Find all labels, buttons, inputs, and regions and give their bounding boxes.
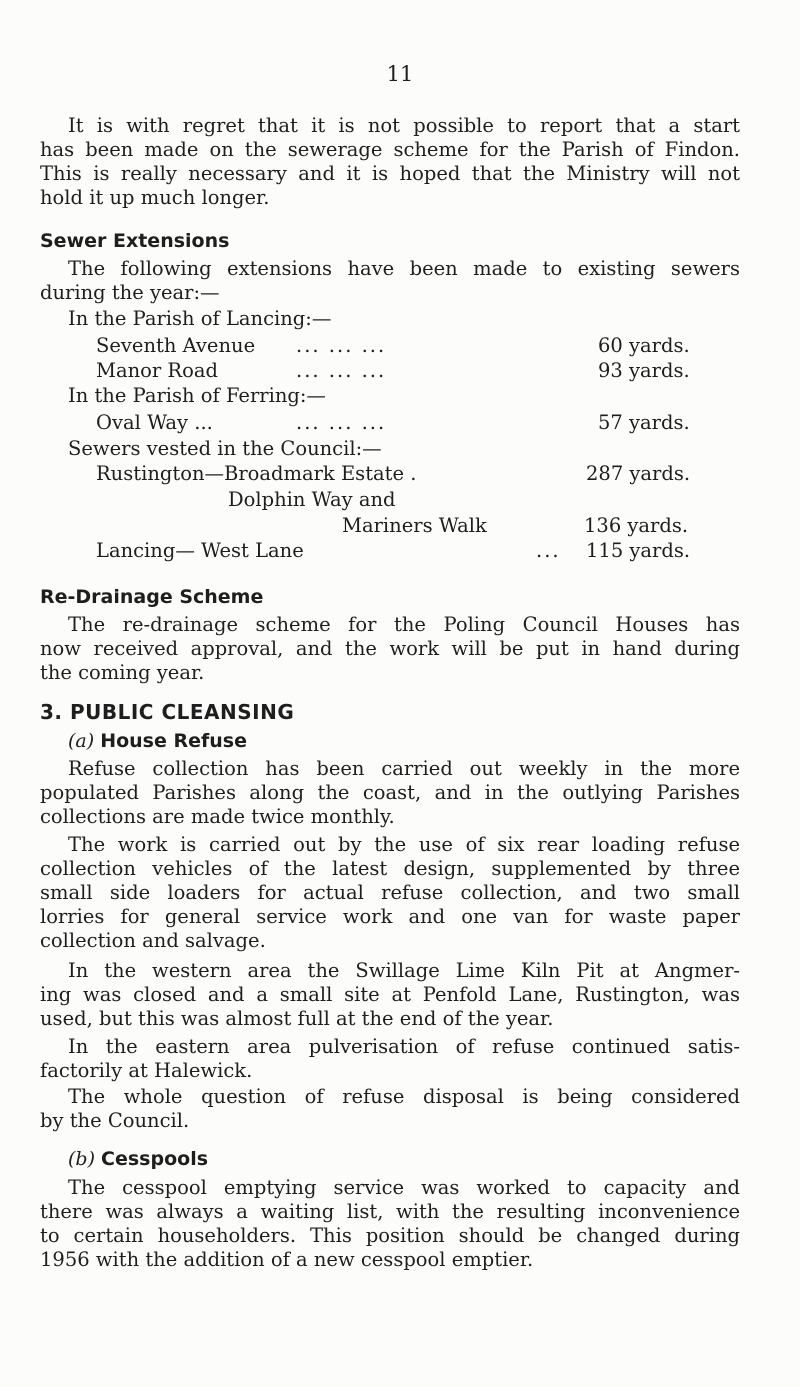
intro-line: hold it up much longer. <box>40 186 270 209</box>
cesspools-paragraph <box>40 1176 740 1272</box>
sewer-intro-line: during the year:— <box>40 281 220 304</box>
extension-row-rustington: Rustington—Broadmark Estate . <box>96 462 417 485</box>
intro-line: It is with regret that it is not possible to report that a start <box>68 114 740 137</box>
leader-dots: ... <box>536 539 561 562</box>
intro-line: This is really necessary and it is hoped that the Ministry will not <box>40 162 740 185</box>
redrainage-line: the coming year. <box>40 661 205 684</box>
sewer-intro-line: The following extensions have been made to existing sewers <box>68 257 740 280</box>
extension-amount: 93 yards. <box>598 359 690 382</box>
sewer-extensions-intro <box>40 257 740 305</box>
leader-dots: ... ... ... <box>296 411 387 434</box>
house-refuse-paragraph-1 <box>40 757 740 829</box>
paragraph-line: Refuse collection has been carried out weekly in the more <box>68 757 740 780</box>
extension-name: Manor Road <box>96 359 218 382</box>
house-refuse-paragraph-2 <box>40 833 740 953</box>
sewer-extensions-heading: Sewer Extensions <box>40 230 230 252</box>
paragraph-line: by the Council. <box>40 1109 190 1132</box>
cesspools-subheading <box>68 1148 208 1170</box>
extension-amount: 60 yards. <box>598 334 690 357</box>
paragraph-line: In the eastern area pulverisation of refuse continued satis- <box>68 1035 740 1058</box>
extension-amount: 287 yards. <box>586 462 691 485</box>
ferring-parish-header: In the Parish of Ferring:— <box>68 384 326 407</box>
mariners-walk-line: Mariners Walk <box>342 514 487 537</box>
paragraph-line: collection and salvage. <box>40 929 266 952</box>
dolphin-way-line: Dolphin Way and <box>228 488 396 511</box>
intro-paragraph <box>40 114 740 210</box>
vested-sewers-header: Sewers vested in the Council:— <box>68 437 382 460</box>
extension-amount: 115 yards. <box>586 539 691 562</box>
extension-name: Seventh Avenue <box>96 334 256 357</box>
extension-amount: 136 yards. <box>584 514 689 537</box>
paragraph-line: used, but this was almost full at the end of the year. <box>40 1007 554 1030</box>
extension-name: Lancing— West Lane <box>96 539 304 562</box>
house-refuse-subheading <box>68 730 247 752</box>
paragraph-line: The work is carried out by the use of six rear loading refuse <box>68 833 740 856</box>
leader-dots: ... ... ... <box>296 334 387 357</box>
public-cleansing-heading: 3. PUBLIC CLEANSING <box>40 700 295 724</box>
extension-row-manor-road <box>96 359 387 382</box>
house-refuse-paragraph-5 <box>40 1085 740 1133</box>
paragraph-line: The cesspool emptying service was worked to capacity and <box>68 1176 740 1199</box>
paragraph-line: small side loaders for actual refuse collection, and two small <box>40 881 740 904</box>
extension-row-west-lane <box>96 539 561 562</box>
paragraph-line: lorries for general service work and one van for waste paper <box>40 905 740 928</box>
paragraph-line: ing was closed and a small site at Penfold Lane, Rustington, was <box>40 983 740 1006</box>
subheading-label: (b) <box>68 1148 95 1170</box>
redrainage-paragraph <box>40 613 740 685</box>
page-number: 11 <box>386 62 414 86</box>
subheading-title: House Refuse <box>100 730 247 752</box>
paragraph-line: collections are made twice monthly. <box>40 805 395 828</box>
paragraph-line: there was always a waiting list, with the resulting inconvenience <box>40 1200 740 1223</box>
redrainage-line: The re-drainage scheme for the Poling Council Houses has <box>68 613 740 636</box>
extension-row-seventh-avenue <box>96 334 387 357</box>
subheading-label: (a) <box>68 730 95 752</box>
paragraph-line: In the western area the Swillage Lime Kiln Pit at Angmer- <box>68 959 740 982</box>
extension-name: Oval Way ... <box>96 411 213 434</box>
leader-dots: ... ... ... <box>296 359 387 382</box>
paragraph-line: populated Parishes along the coast, and in the outlying Parishes <box>40 781 740 804</box>
house-refuse-paragraph-3 <box>40 959 740 1031</box>
paragraph-line: 1956 with the addition of a new cesspool emptier. <box>40 1248 534 1271</box>
paragraph-line: factorily at Halewick. <box>40 1059 253 1082</box>
house-refuse-paragraph-4 <box>40 1035 740 1083</box>
paragraph-line: collection vehicles of the latest design, supplemented by three <box>40 857 740 880</box>
lancing-parish-header: In the Parish of Lancing:— <box>68 307 332 330</box>
subheading-title: Cesspools <box>101 1148 209 1170</box>
redrainage-line: now received approval, and the work will be put in hand during <box>40 637 740 660</box>
paragraph-line: to certain householders. This position should be changed during <box>40 1224 740 1247</box>
paragraph-line: The whole question of refuse disposal is being considered <box>68 1085 740 1108</box>
redrainage-heading: Re-Drainage Scheme <box>40 586 264 608</box>
extension-amount: 57 yards. <box>598 411 690 434</box>
extension-row-oval-way <box>96 411 387 434</box>
intro-line: has been made on the sewerage scheme for the Parish of Findon. <box>40 138 740 161</box>
